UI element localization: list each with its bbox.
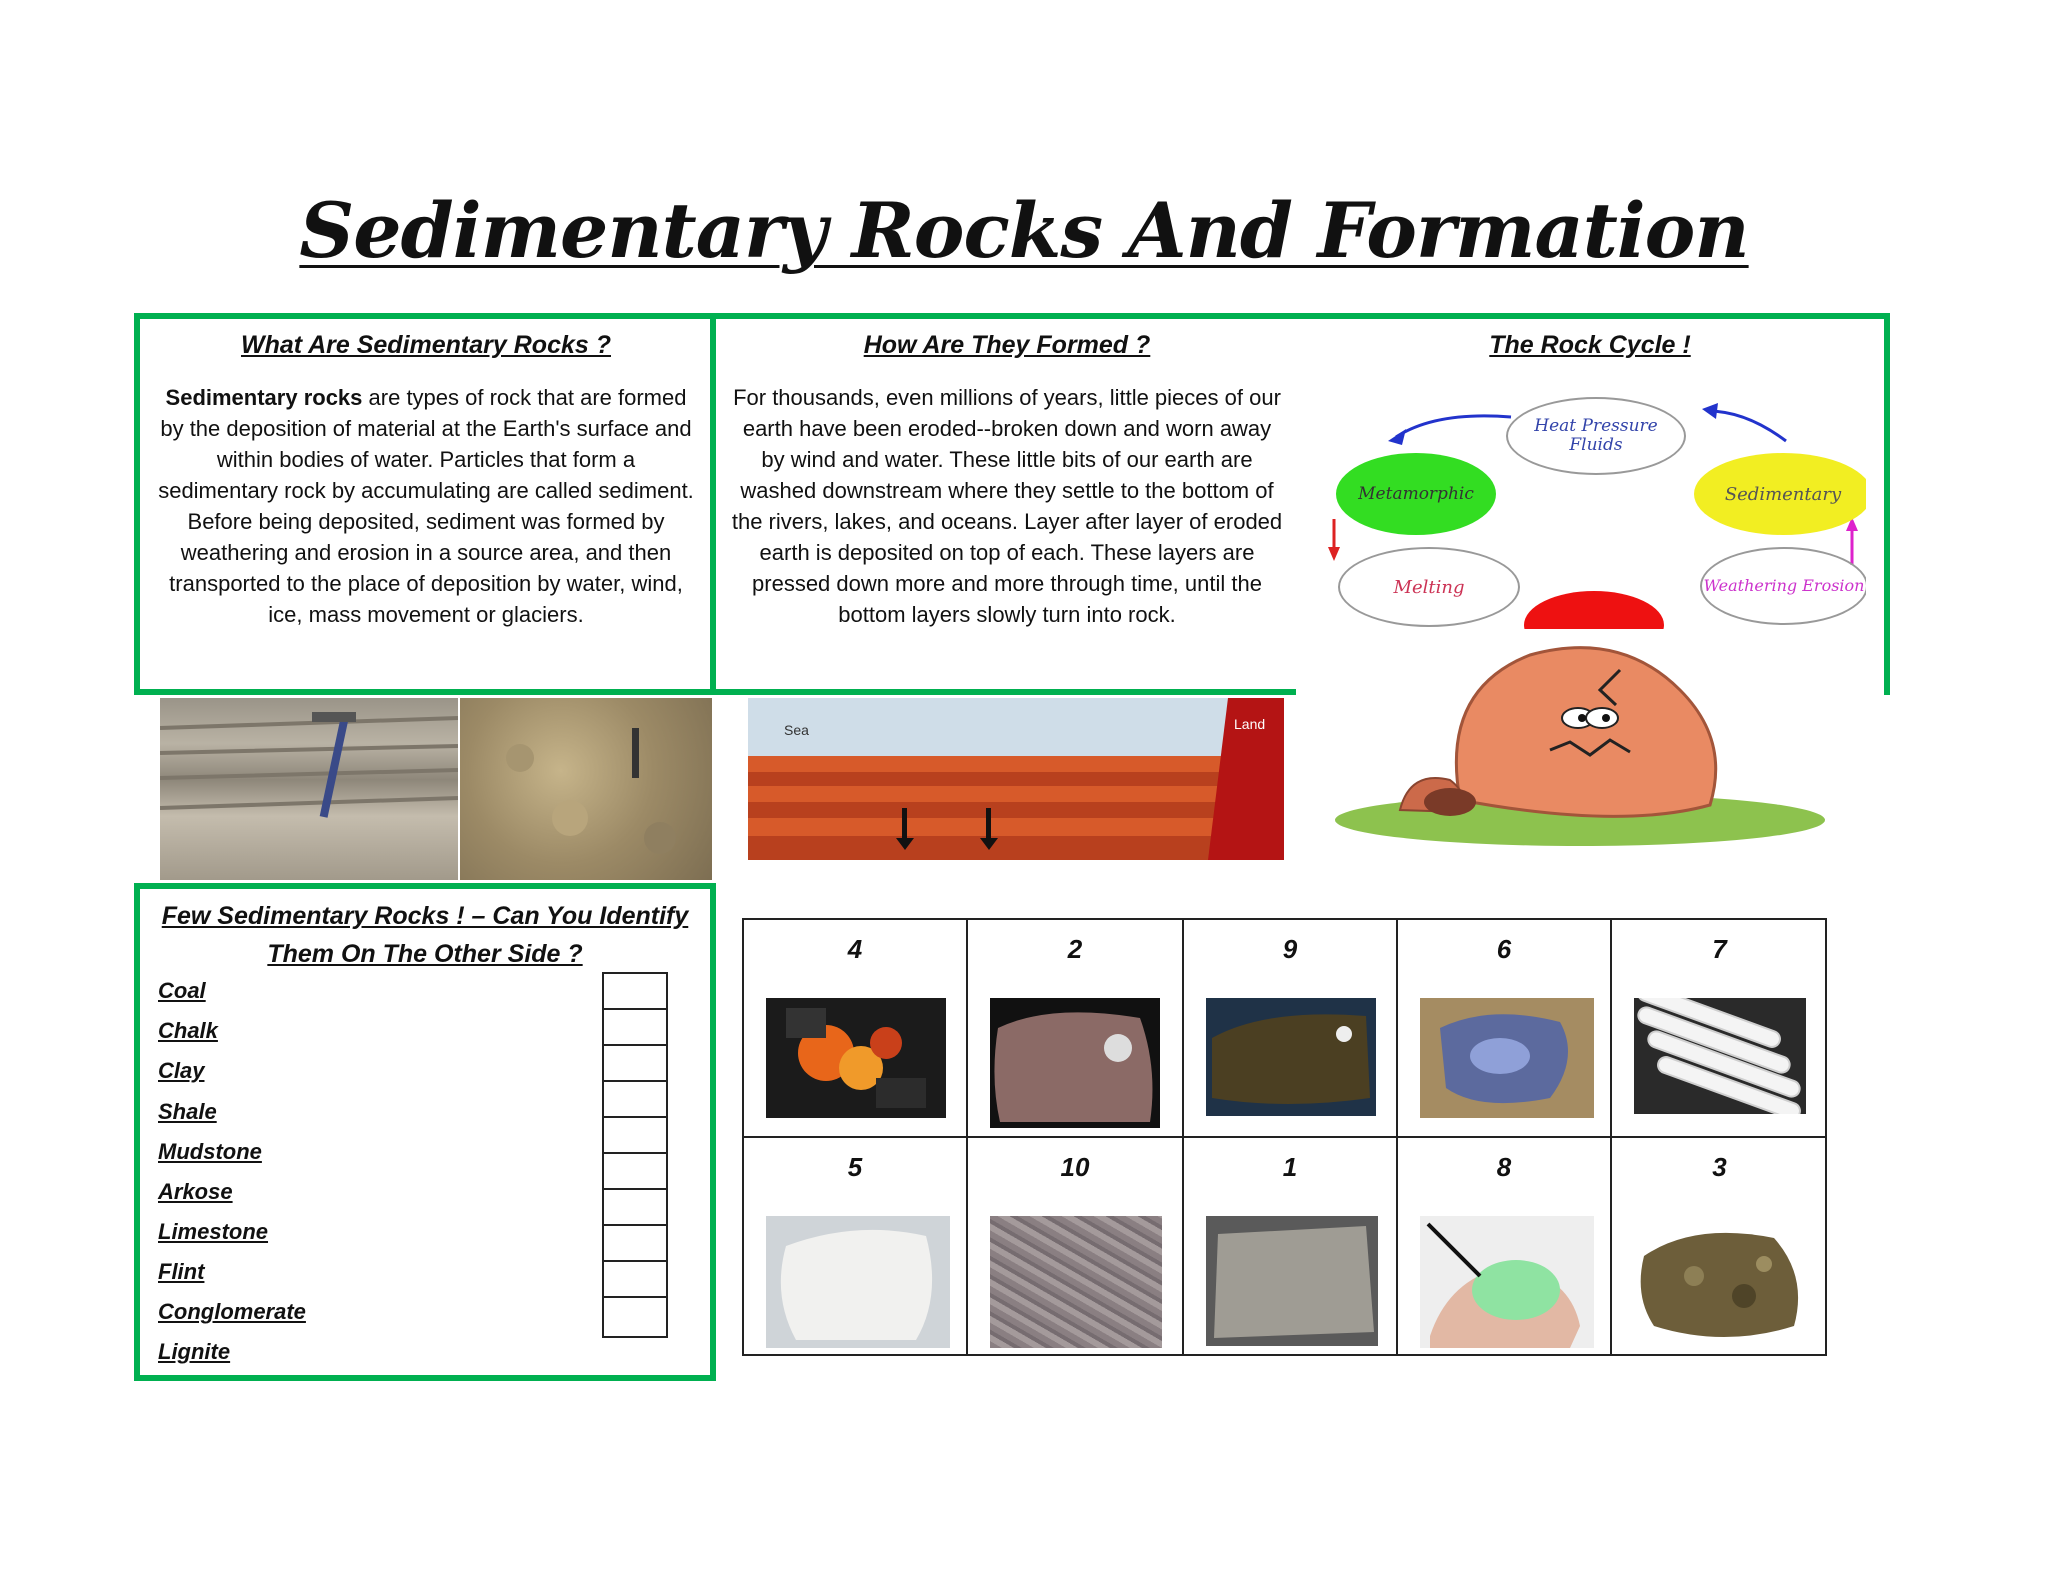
grid-cell	[1612, 1138, 1827, 1356]
grid-number: 7	[1712, 934, 1727, 964]
panel-how-body: For thousands, even millions of years, little pieces of our earth have been eroded--broken down and worn away by wind and water. These little bits of our earth are washed downstream where they settle to the bottom of the rivers, lakes, and oceans. Layer after layer of eroded earth is deposited on top of each. These layers are pressed down more and more through time, until the bottom layers slowly turn into rock.	[731, 385, 1283, 627]
answer-box-shale[interactable]	[602, 1080, 668, 1118]
rock-photo-reddish-rock	[990, 998, 1160, 1128]
rock-outcrop-photo-2	[460, 698, 712, 880]
rock-photo-chalk-sticks	[1634, 998, 1806, 1114]
rock-outcrop-photo-1	[160, 698, 458, 880]
answer-box-conglomerate[interactable]	[602, 1260, 668, 1298]
grid-number: 3	[1712, 1152, 1727, 1182]
grid-number: 1	[1282, 1152, 1298, 1182]
grid-number: 5	[847, 1152, 863, 1182]
grid-cell	[1612, 920, 1827, 1138]
grid-cell	[744, 920, 968, 1138]
grid-number: 9	[1282, 934, 1298, 964]
cartoon-rock-illustration	[1320, 630, 1860, 855]
rock-name-flint: Flint	[158, 1259, 205, 1284]
rock-name-mudstone: Mudstone	[158, 1139, 262, 1164]
rock-photo-flint-stone	[1420, 998, 1594, 1118]
rock-name-coal: Coal	[158, 978, 206, 1003]
sediment-layers-diagram	[748, 698, 1284, 860]
heat-pressure-label: Heat Pressure Fluids	[1506, 397, 1686, 475]
sedimentary-label: Sedimentary	[1694, 453, 1866, 535]
rock-photo-coal-embers	[766, 998, 946, 1118]
rock-name-lignite: Lignite	[158, 1339, 231, 1364]
rock-cycle-diagram	[1316, 389, 1866, 629]
grid-number: 2	[1067, 934, 1083, 964]
panel-how-heading: How Are They Formed ?	[863, 331, 1151, 359]
grid-number: 10	[1060, 1152, 1090, 1182]
grid-cell	[1184, 1138, 1398, 1356]
rock-name-conglomerate: Conglomerate	[158, 1299, 306, 1324]
rock-photo-dark-rock	[1206, 998, 1376, 1116]
panel-what-heading: What Are Sedimentary Rocks ?	[240, 331, 611, 359]
grid-cell	[744, 1138, 968, 1356]
panel-what-are-sedimentary-rocks	[134, 313, 718, 695]
grid-cell	[1398, 1138, 1612, 1356]
rock-photo-shale-fragments	[990, 1216, 1162, 1348]
rock-photo-white-rock	[766, 1216, 950, 1348]
rock-name-chalk: Chalk	[158, 1018, 218, 1043]
melting-label: Melting	[1338, 547, 1520, 627]
answer-box-flint[interactable]	[602, 1224, 668, 1262]
answer-box-arkose[interactable]	[602, 1152, 668, 1190]
rock-name-arkose: Arkose	[158, 1179, 233, 1204]
answer-box-lignite[interactable]	[602, 1296, 668, 1338]
panel-what-body: are types of rock that are formed by the deposition of material at the Earth's surface and within bodies of water. Particles that form a sedimentary rock by accumulating are called sediment. Before being deposited, sediment was formed by weathering and erosion in a source area, and then transported to the place of deposition by water, wind, ice, mass movement or glaciers.	[158, 385, 694, 627]
grid-number: 8	[1496, 1152, 1512, 1182]
rock-photo-clay-in-hand	[1420, 1216, 1594, 1348]
rock-photo-conglomerate	[1634, 1216, 1810, 1348]
answer-box-clay[interactable]	[602, 1044, 668, 1082]
sea-label: Sea	[784, 722, 809, 738]
grid-cell	[968, 920, 1184, 1138]
grid-cell	[1398, 920, 1612, 1138]
page-title: Sedimentary Rocks And Formation	[299, 186, 1749, 275]
panel-what-text	[140, 382, 712, 630]
answer-box-mudstone[interactable]	[602, 1116, 668, 1154]
identify-heading: Few Sedimentary Rocks ! – Can You Identify Them On The Other Side ?	[161, 902, 689, 968]
rock-name-clay: Clay	[158, 1058, 205, 1083]
panel-how-are-they-formed	[710, 313, 1304, 695]
panel-cycle-heading: The Rock Cycle !	[1489, 331, 1691, 359]
grid-cell	[1184, 920, 1398, 1138]
answer-box-coal[interactable]	[602, 972, 668, 1010]
grid-cell	[968, 1138, 1184, 1356]
grid-number: 4	[847, 934, 863, 964]
answer-box-chalk[interactable]	[602, 1008, 668, 1046]
grid-number: 6	[1496, 934, 1512, 964]
rock-name-limestone: Limestone	[158, 1219, 269, 1244]
rock-name-shale: Shale	[158, 1099, 217, 1124]
answer-box-limestone[interactable]	[602, 1188, 668, 1226]
metamorphic-label: Metamorphic	[1336, 453, 1496, 535]
rock-photo-mudstone-slab	[1206, 1216, 1378, 1346]
panel-what-lead: Sedimentary rocks	[165, 385, 363, 410]
weathering-erosion-label: Weathering Erosion	[1700, 547, 1866, 625]
rock-photo-grid	[742, 918, 1827, 1356]
land-label: Land	[1234, 716, 1266, 732]
